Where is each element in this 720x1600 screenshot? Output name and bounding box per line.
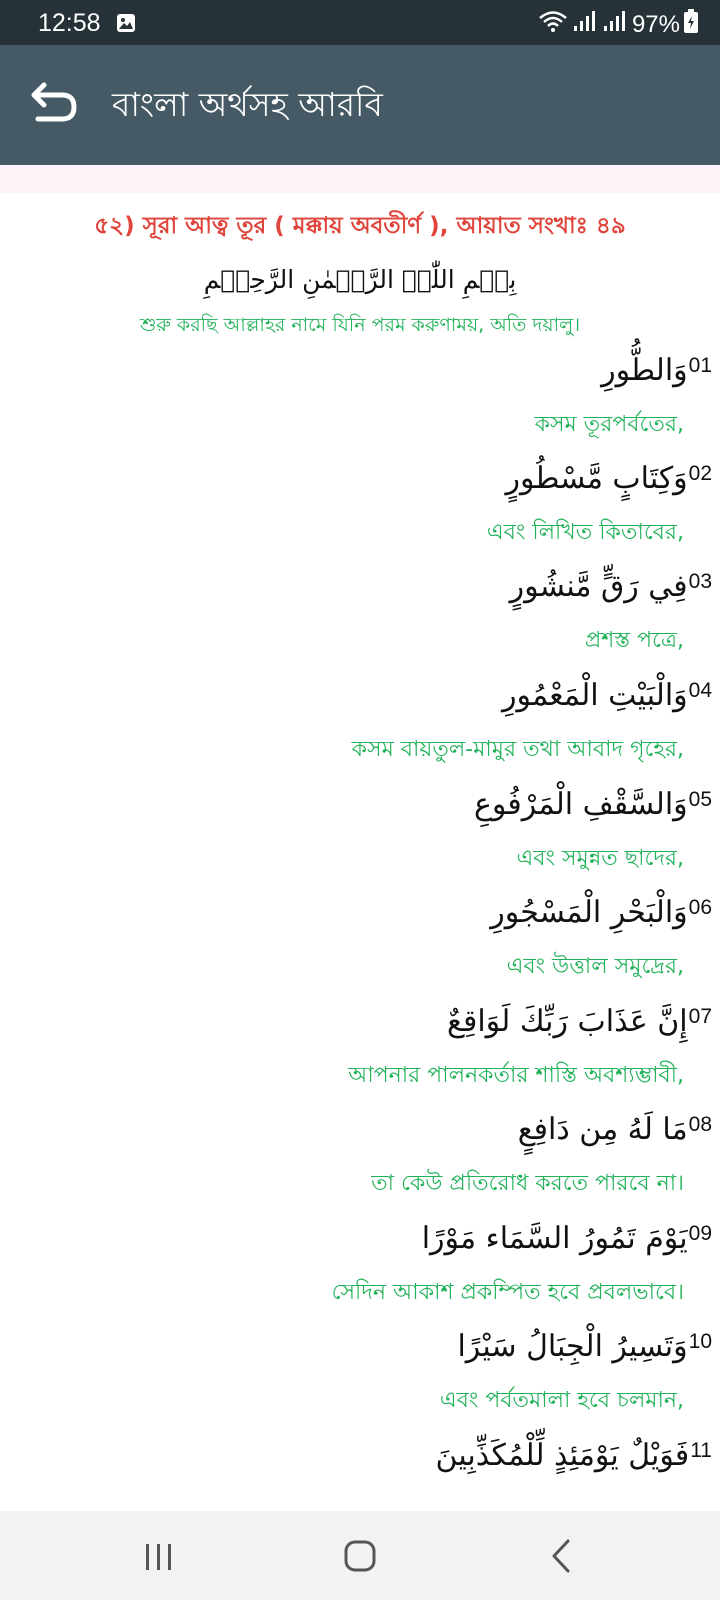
ayah-number: 01 [688, 354, 712, 377]
surah-header: ৫২) সূরা আত্ব তূর ( মক্কায় অবতীর্ণ ), আয়াত সংখাঃ ৪৯ [94, 213, 626, 239]
ayah-arabic [490, 895, 712, 930]
ayah-arabic [505, 461, 712, 496]
ayah-arabic-text: إِنَّ عَذَابَ رَبِّكَ لَوَاقِعٌ [447, 1004, 688, 1039]
ayah-arabic [436, 1438, 712, 1473]
app-title: বাংলা অর্থসহ আরবি [112, 85, 383, 124]
ayah-arabic-text: مَا لَهُ مِن دَافِعٍ [517, 1112, 688, 1147]
header-strip [0, 165, 720, 193]
ayah-number: 04 [688, 679, 712, 702]
ayah-translation: এবং সমুন্নত ছাদের, [516, 846, 684, 871]
ayah-arabic-text: وَالطُّورِ [601, 353, 688, 388]
undo-arrow-icon[interactable] [22, 77, 80, 135]
ayah-arabic [601, 353, 712, 388]
ayah-number: 09 [688, 1222, 712, 1245]
ayah-translation: আপনার পালনকর্তার শাস্তি অবশ্যম্ভাবী, [348, 1063, 684, 1088]
status-right [538, 9, 698, 40]
ayah-arabic-text: فِي رَقٍّ مَّنشُورٍ [509, 569, 688, 604]
bismillah-translation: শুরু করছি আল্লাহর নামে যিনি পরম করুণাময়, অতি দয়ালু। [139, 314, 581, 336]
ayah-arabic-text: وَكِتَابٍ مَّسْطُورٍ [505, 461, 688, 496]
battery-icon [684, 9, 698, 40]
ayah-item [0, 569, 720, 677]
ayah-arabic [518, 1112, 712, 1147]
ayah-item [0, 1004, 720, 1112]
ayah-item [0, 461, 720, 569]
ayah-item [0, 1221, 720, 1329]
ayah-number: 02 [688, 462, 712, 485]
ayah-translation: সেদিন আকাশ প্রকম্পিত হবে প্রবলভাবে। [331, 1280, 684, 1305]
ayah-translation: তা কেউ প্রতিরোধ করতে পারবে না। [371, 1171, 684, 1196]
ayah-translation: এবং পর্বতমালা হবে চলমান, [439, 1388, 684, 1413]
ayah-number: 10 [688, 1330, 712, 1353]
ayah-arabic-text: وَالْبَحْرِ الْمَسْجُورِ [490, 895, 688, 930]
ayah-translation: প্রশস্ত পত্রে, [584, 628, 684, 653]
ayah-translation: এবং লিখিত কিতাবের, [486, 520, 684, 545]
ayah-number: 07 [688, 1005, 712, 1028]
signal-icon [572, 10, 598, 39]
ayah-number: 03 [688, 570, 712, 593]
app-bar [0, 45, 720, 165]
ayah-item [0, 787, 720, 895]
ayah-translation: এবং উত্তাল সমুদ্রের, [506, 954, 684, 979]
ayah-item [0, 895, 720, 1003]
ayah-arabic [510, 569, 712, 604]
ayah-arabic [502, 678, 712, 713]
ayah-item [0, 1329, 720, 1437]
home-icon[interactable] [330, 1531, 390, 1581]
recents-icon[interactable] [128, 1531, 188, 1581]
status-time: 12:58 [38, 9, 101, 37]
gallery-notification-icon [116, 13, 136, 38]
nav-back-icon[interactable] [532, 1531, 592, 1581]
signal-icon-2 [602, 10, 628, 39]
ayah-item [0, 1112, 720, 1220]
ayah-number: 05 [688, 788, 712, 811]
ayah-arabic-text: وَتَسِيرُ الْجِبَالُ سَيْرًا [457, 1329, 688, 1364]
ayah-arabic [422, 1221, 712, 1256]
wifi-icon [538, 9, 568, 40]
ayah-number: 11 [690, 1439, 712, 1462]
ayah-arabic-text: يَوْمَ تَمُورُ السَّمَاء مَوْرًا [421, 1221, 688, 1256]
ayah-translation: কসম তূরপর্বতের, [534, 412, 684, 437]
ayah-number: 08 [688, 1113, 712, 1136]
status-bar [0, 0, 720, 45]
battery-percent: 97% [631, 10, 680, 38]
ayah-arabic [447, 1004, 712, 1039]
ayah-arabic [474, 787, 712, 822]
ayah-arabic [457, 1329, 712, 1364]
ayah-number: 06 [688, 896, 712, 919]
surah-content[interactable] [0, 193, 720, 1511]
ayah-item [0, 678, 720, 786]
ayah-translation: কসম বায়তুল-মামুর তথা আবাদ গৃহের, [351, 737, 684, 762]
ayah-item [0, 1438, 720, 1511]
ayah-arabic-text: وَالْبَيْتِ الْمَعْمُورِ [501, 678, 688, 713]
system-nav-bar [0, 1511, 720, 1600]
bismillah: بِسۡمِ اللّٰہِ الرَّحۡمٰنِ الرَّحِیۡمِ [203, 265, 517, 294]
ayah-item [0, 353, 720, 461]
ayah-arabic-text: فَوَيْلٌ يَوْمَئِذٍ لِّلْمُكَذِّبِينَ [435, 1438, 690, 1473]
ayah-arabic-text: وَالسَّقْفِ الْمَرْفُوعِ [474, 787, 688, 822]
